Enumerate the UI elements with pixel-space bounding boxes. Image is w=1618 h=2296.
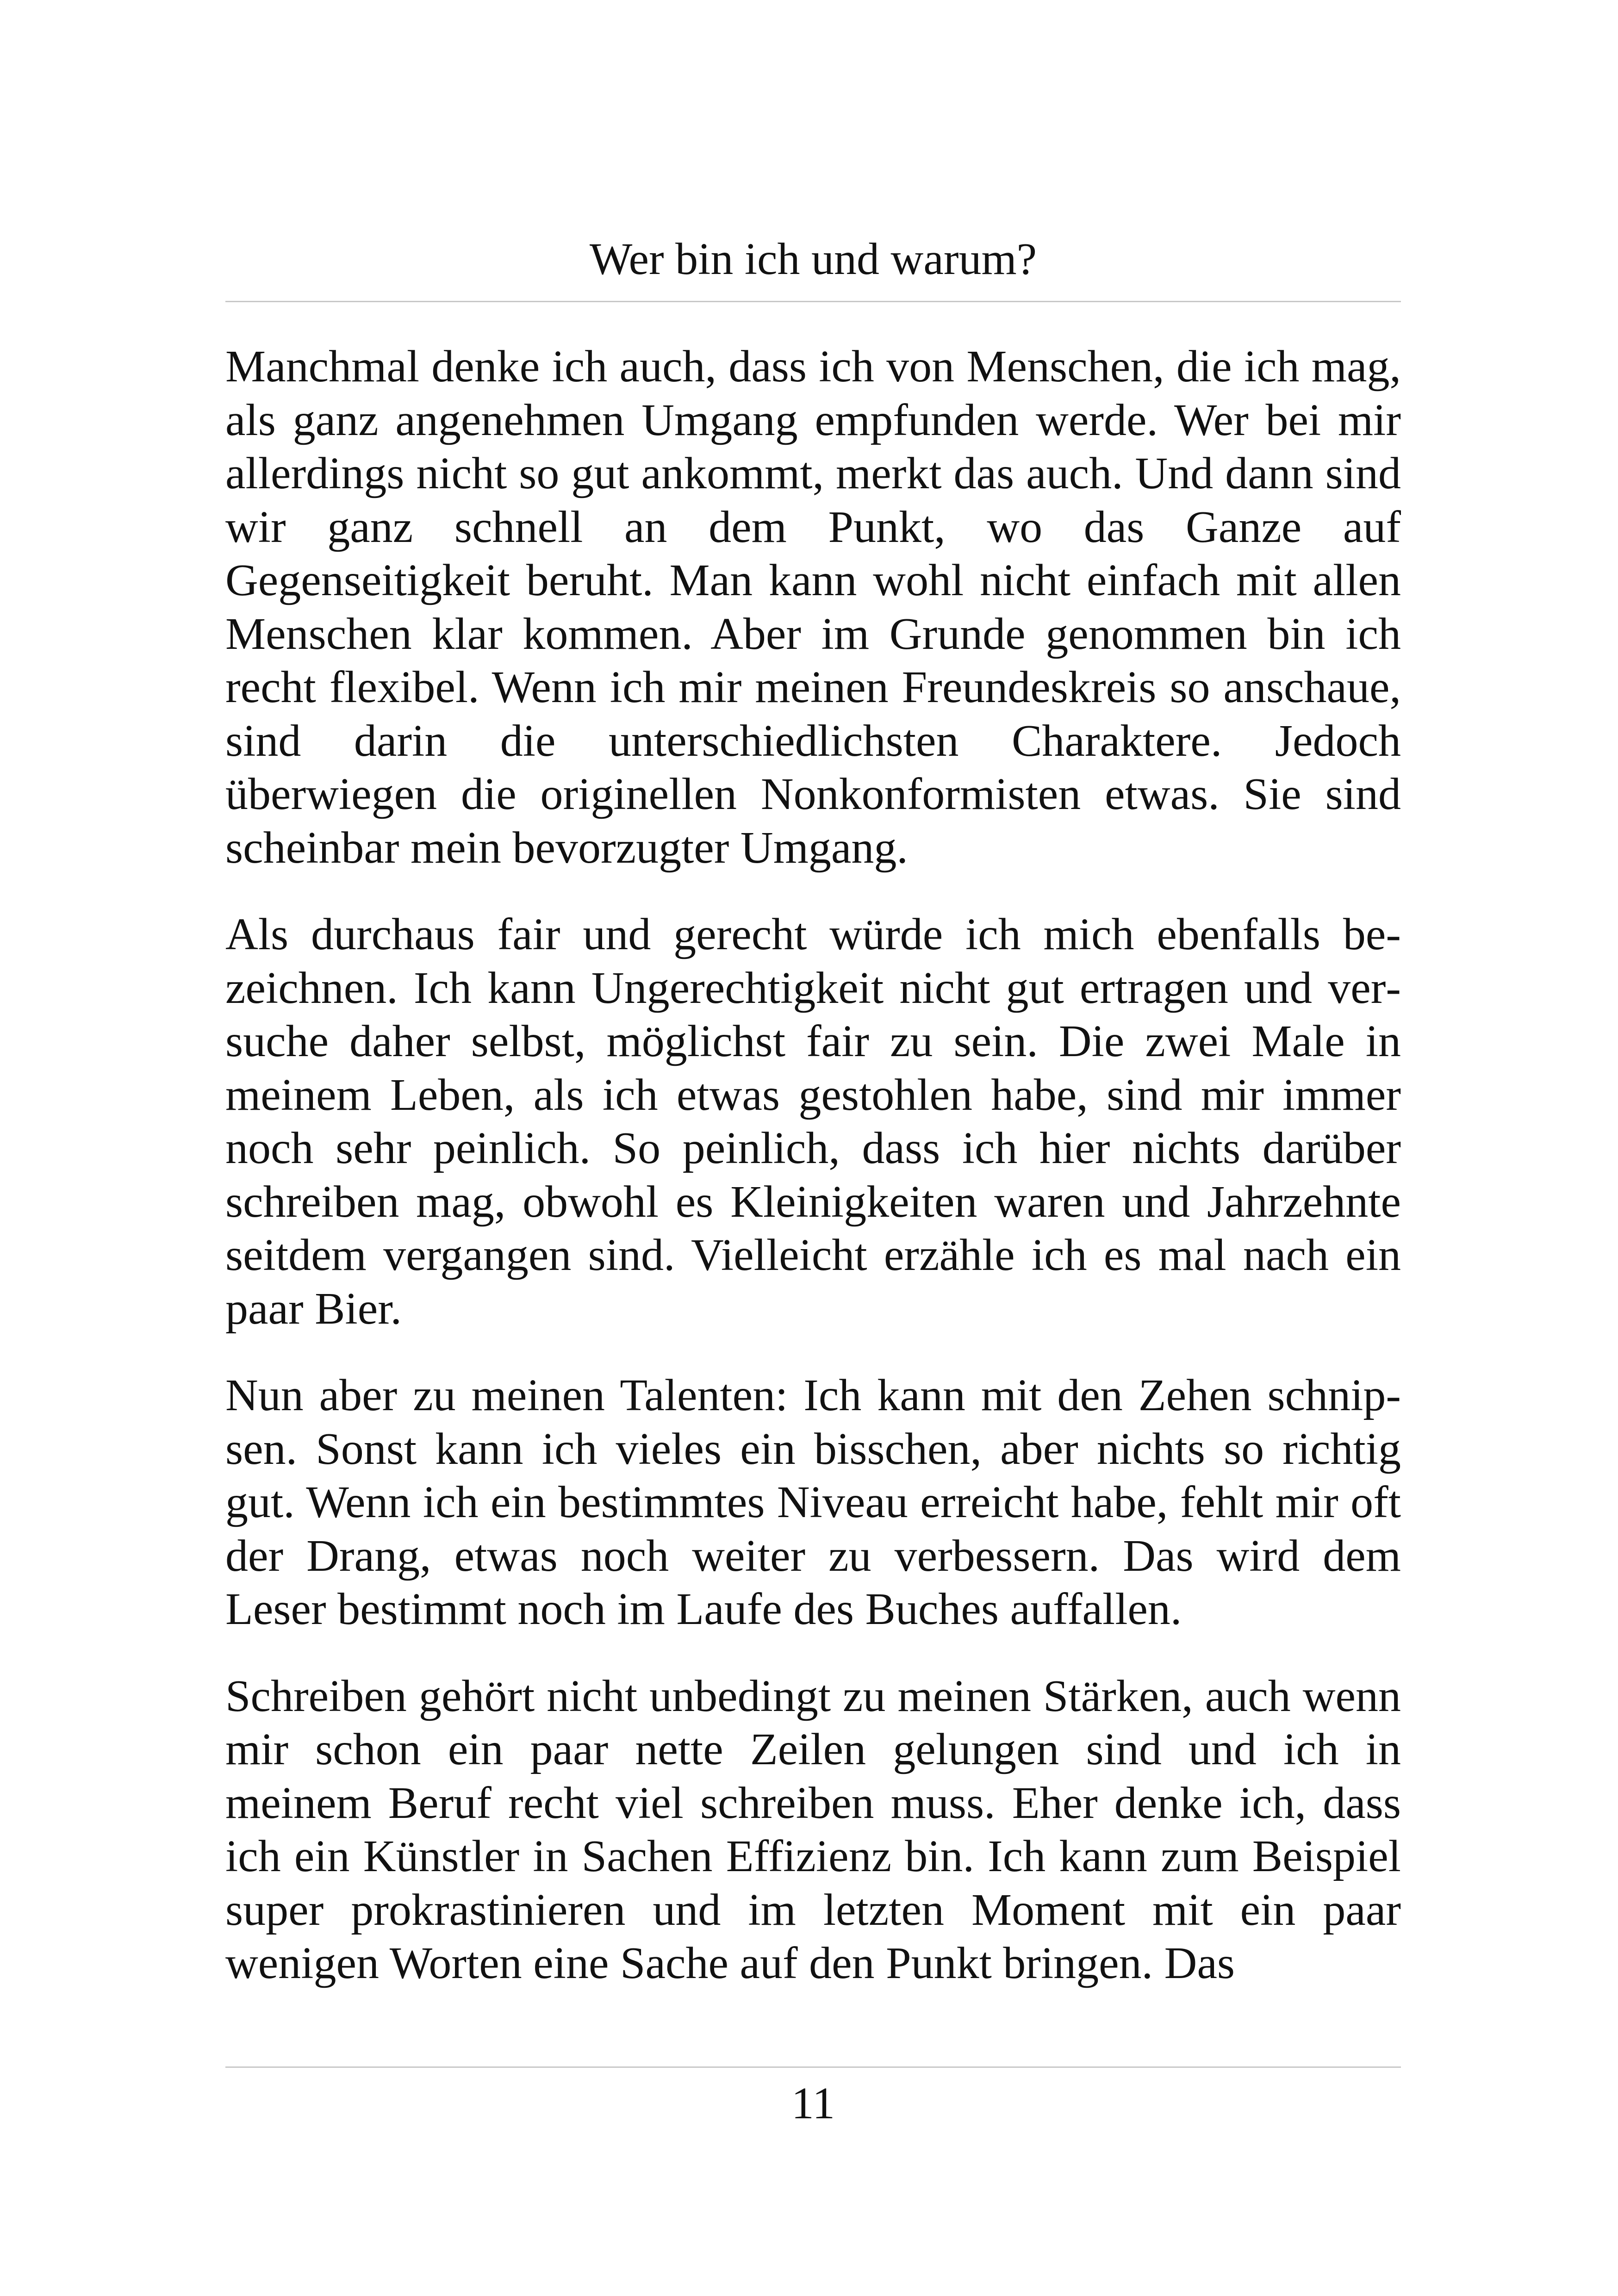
running-header-title: Wer bin ich und warum? — [589, 234, 1037, 284]
paragraph-4: Schreiben gehört nicht unbedingt zu meinen Stärken, auch wenn mir schon ein paar nette Zeilen gelungen sind und ich in meinem Beruf recht viel schreiben muss. Eher denke ich, dass ich ein Künstler in Sachen Effizienz bin. Ich kann zum Beispiel super prokrastinieren und im letzten Moment mit ein paar wenigen Worten eine Sache auf den Punkt bringen. Das — [225, 1671, 1401, 1988]
header-divider — [225, 301, 1401, 302]
paragraph-1: Manchmal denke ich auch, dass ich von Menschen, die ich mag, als ganz angenehmen Umgang empfunden werde. Wer bei mir allerdings nicht so gut ankommt, merkt das auch. Und dann sind wir ganz schnell an dem Punkt, wo das Ganze auf Gegenseitigkeit beruht. Man kann wohl nicht einfach mit allen Menschen klar kommen. Aber im Grunde genommen bin ich recht flexibel. Wenn ich mir meinen Freundeskreis so anschaue, sind darin die unterschiedlichsten Charaktere. Jedoch überwiegen die originellen Nonkonformisten etwas. Sie sind scheinbar mein bevorzugter Umgang. — [225, 342, 1401, 873]
paragraph-3: Nun aber zu meinen Talenten: Ich kann mit den Zehen schnipsen. Sonst kann ich vieles ein bisschen, aber nichts so richtig gut. Wenn ich ein bestimmtes Niveau erreicht habe, fehlt mir oft der Drang, etwas noch weiter zu verbessern. Das wird dem Leser bestimmt noch im Laufe des Buches auffallen. — [225, 1370, 1401, 1634]
paragraph-2: Als durchaus fair und gerecht würde ich mich ebenfalls bezeichnen. Ich kann Ungerechtigkeit nicht gut ertragen und versuche daher selbst, möglichst fair zu sein. Die zwei Male in meinem Leben, als ich etwas gestohlen habe, sind mir immer noch sehr peinlich. So peinlich, dass ich hier nichts darüber schreiben mag, obwohl es Kleinigkeiten waren und Jahrzehnte seitdem vergangen sind. Vielleicht erzähle ich es mal nach ein paar Bier. — [225, 909, 1401, 1334]
footer-divider — [225, 2066, 1401, 2068]
page-number: 11 — [791, 2078, 835, 2128]
body-text — [225, 340, 1401, 1991]
